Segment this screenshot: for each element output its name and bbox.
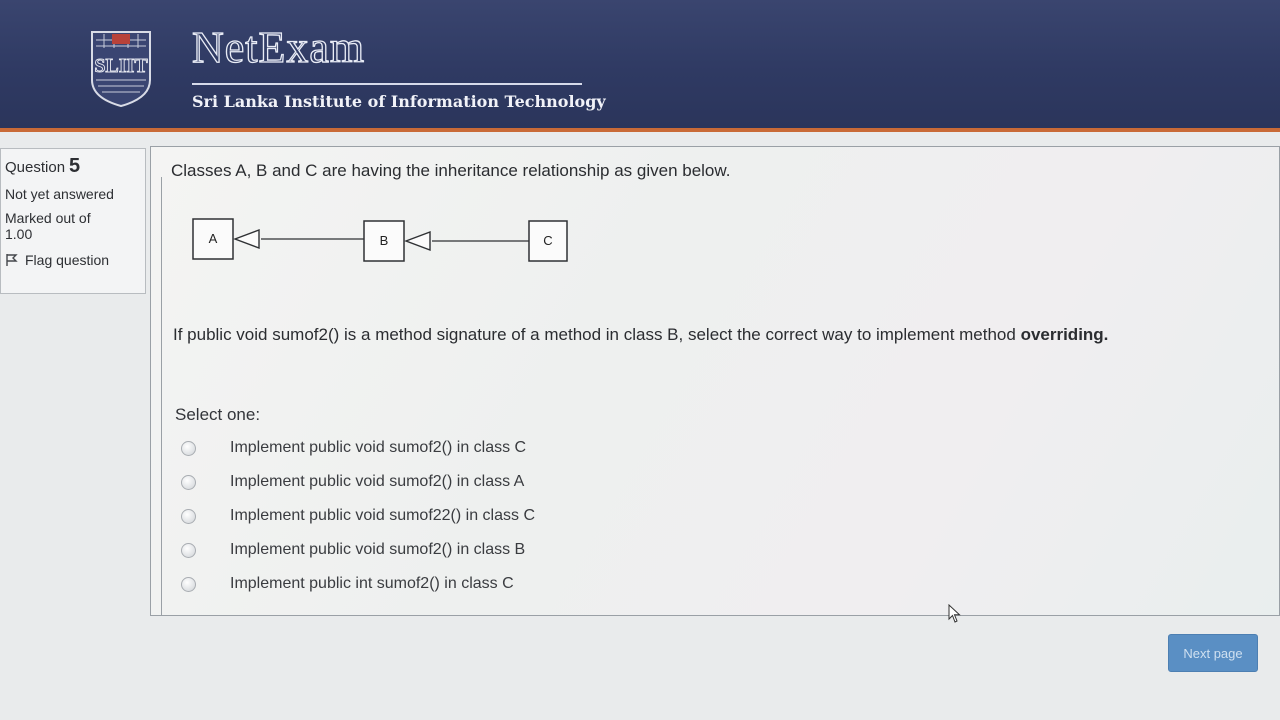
app-title: NetExam — [192, 23, 366, 72]
question-heading — [5, 155, 141, 178]
question-card — [150, 146, 1280, 616]
radio-button[interactable] — [181, 441, 196, 456]
radio-button[interactable] — [181, 475, 196, 490]
radio-button[interactable] — [181, 509, 196, 524]
answer-option-5[interactable] — [181, 567, 535, 601]
flag-question-label: Flag question — [25, 252, 110, 268]
class-b-label: B — [379, 233, 389, 248]
class-c-label: C — [543, 233, 553, 248]
answer-option-1[interactable] — [181, 431, 535, 465]
next-page-button[interactable]: Next page — [1168, 634, 1258, 672]
question-intro-text: Classes A, B and C are having the inheritance relationship as given below. — [171, 161, 731, 180]
question-body-prefix: If public void sumof2() is a method signature of a method in class B, select the correct way to implement method — [173, 325, 1021, 344]
question-info-panel — [0, 148, 146, 294]
answer-option-label: Implement public int sumof2() in class C — [230, 575, 514, 592]
question-number: 5 — [68, 155, 81, 177]
answer-option-label: Implement public void sumof22() in class C — [230, 507, 536, 524]
title-divider — [192, 83, 582, 85]
inheritance-diagram — [189, 213, 579, 269]
answer-option-label: Implement public void sumof2() in class A — [230, 473, 525, 490]
question-body-emphasis: overriding. — [1020, 325, 1109, 344]
site-header — [0, 0, 1280, 128]
question-body-text — [173, 325, 1108, 345]
radio-button[interactable] — [181, 543, 196, 558]
answer-option-label: Implement public void sumof2() in class C — [230, 439, 527, 456]
answer-options — [181, 431, 535, 601]
logo-text: SLIIT — [94, 55, 148, 77]
select-one-label: Select one: — [175, 405, 261, 424]
radio-button[interactable] — [181, 577, 196, 592]
question-marks: 1.00 — [5, 226, 33, 242]
generalization-arrow-b — [406, 232, 430, 250]
answer-option-3[interactable] — [181, 499, 535, 533]
institute-name: Sri Lanka Institute of Information Technology — [192, 92, 606, 111]
question-label: Question — [5, 159, 66, 176]
mouse-pointer-icon — [948, 604, 962, 624]
generalization-arrow-a — [235, 230, 259, 248]
sliit-logo — [88, 28, 154, 108]
answer-option-2[interactable] — [181, 465, 535, 499]
flag-question-link[interactable] — [5, 252, 141, 268]
answer-status: Not yet answered — [5, 186, 114, 202]
answer-option-label: Implement public void sumof2() in class B — [230, 541, 526, 558]
header-accent-stripe — [0, 128, 1280, 132]
class-a-label: A — [208, 231, 218, 246]
answer-option-4[interactable] — [181, 533, 535, 567]
flag-icon — [5, 253, 19, 267]
marked-out-of-label: Marked out of — [5, 210, 91, 226]
